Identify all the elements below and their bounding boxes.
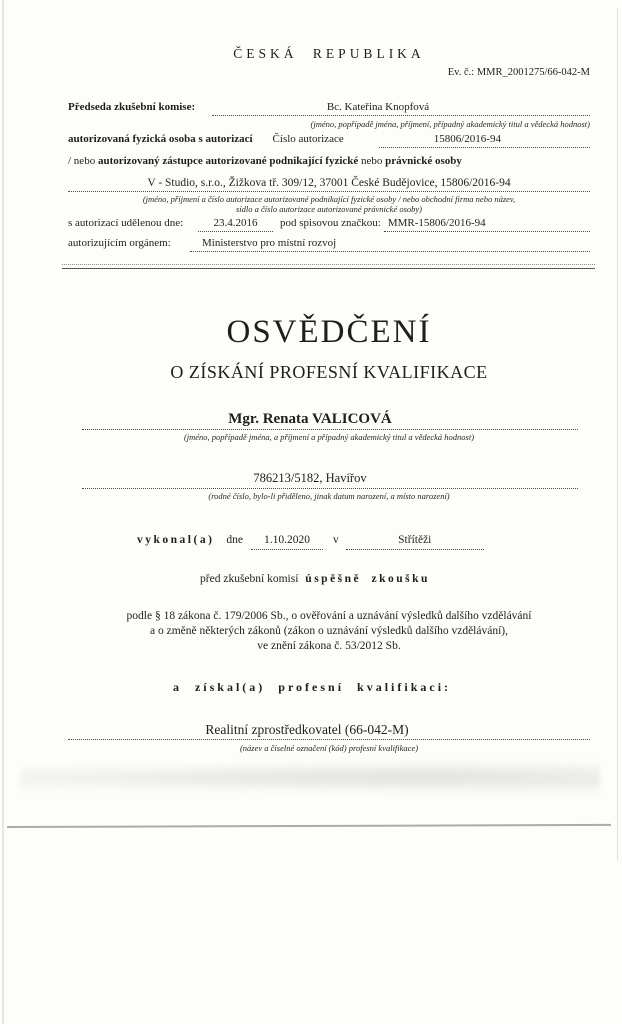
representative-conjunction: nebo [358,155,386,167]
representative-bold-physical: autorizovaný zástupce autorizované podnikající fyzické [97,155,359,167]
file-reference-label: pod spisovou značkou: [280,217,381,229]
authority-label: autorizujícím orgánem: [68,237,171,249]
representative-bold-legal: právnické osoby [385,155,462,167]
section-divider [62,264,595,269]
scan-smudge-artifact [20,760,600,796]
committee-text: před zkušební komisí [200,573,299,585]
country-title: ČESKÁ REPUBLIKA [233,46,425,61]
certificate-title: OSVĚDČENÍ [226,314,432,350]
representative-prefix: / nebo [68,155,98,167]
legal-line-3: ve znění zákona č. 53/2012 Sb. [257,640,401,652]
exam-place-field: Střítěži [346,532,484,550]
chairman-name-field: Bc. Kateřina Knopfová [212,100,590,116]
qualification-name-field: Realitní zprostředkovatel (66-042-M) [68,722,590,740]
authorized-person-row [68,132,590,148]
exam-date-field: 1.10.2020 [251,532,323,550]
performed-label: vykonal(a) [137,534,215,546]
legal-line-1: podle § 18 zákona č. 179/2006 Sb., o ověřování a uznávání výsledků dalšího vzdělávání [126,610,532,622]
certificate-content [68,0,590,753]
chairman-label: Předseda zkušební komise: [68,101,196,113]
authority-row [68,236,590,252]
company-caption-line-1: (jméno, příjmení a číslo autorizace autorizované podnikající fyzické osoby / nebo obchodní firma nebo název, [142,194,516,204]
authorization-date-row [68,216,590,232]
qualification-caption: (název a číselné označení (kód) profesní kvalifikace) [239,743,419,753]
authorization-date-field: 23.4.2016 [198,216,273,232]
holder-birth-field: 786213/5182, Havířov [82,470,578,489]
holder-birth-caption: (rodné číslo, bylo-li přiděleno, jinak datum narození, a místo narození) [208,491,450,501]
exam-date-label: dne [226,534,244,546]
company-caption-line-2: sídlo a číslo autorizace autorizované právnické osoby) [235,204,423,214]
ev-number: Ev. č.: MMR_2001275/66-042-M [447,67,590,78]
exam-row [137,532,590,550]
holder-name-caption: (jméno, popřípadě jména, a příjmení a případný akademický titul a vědecká hodnost) [183,432,475,442]
page-edge-left [2,0,4,1024]
authority-field: Ministerstvo pro místní rozvoj [190,236,590,252]
certificate-subtitle: O ZÍSKÁNÍ PROFESNÍ KVALIFIKACE [170,362,488,382]
committee-line [68,572,590,586]
representative-line [68,155,590,168]
page-edge-right [617,8,619,860]
scan-line-artifact [7,824,611,828]
authorization-date-label: s autorizací udělenou dne: [68,217,184,229]
exam-place-label: v [333,534,339,546]
exam-result: úspěšně zkoušku [305,573,430,585]
legal-text [68,609,590,654]
file-reference-field: MMR-15806/2016-94 [384,216,590,232]
chairman-row [68,100,590,116]
chairman-caption: (jméno, popřípadě jména, příjmení, případný akademický titul a vědecká hodnost) [310,119,590,129]
authorization-number-field: 15806/2016-94 [379,132,590,148]
holder-name-field: Mgr. Renata VALICOVÁ [82,410,578,430]
company-field: V - Studio, s.r.o., Žižkova tř. 309/12, 37001 České Budějovice, 15806/2016-94 [68,176,590,192]
authorization-number-label: Číslo autorizace [272,133,344,145]
qualification-gained-label: a získal(a) profesní kvalifikaci: [172,680,452,694]
legal-line-2: a o změně některých zákonů (zákon o uznávání výsledků dalšího vzdělávání), [150,625,508,637]
authorized-person-label: autorizovaná fyzická osoba s autorizací [68,133,253,145]
